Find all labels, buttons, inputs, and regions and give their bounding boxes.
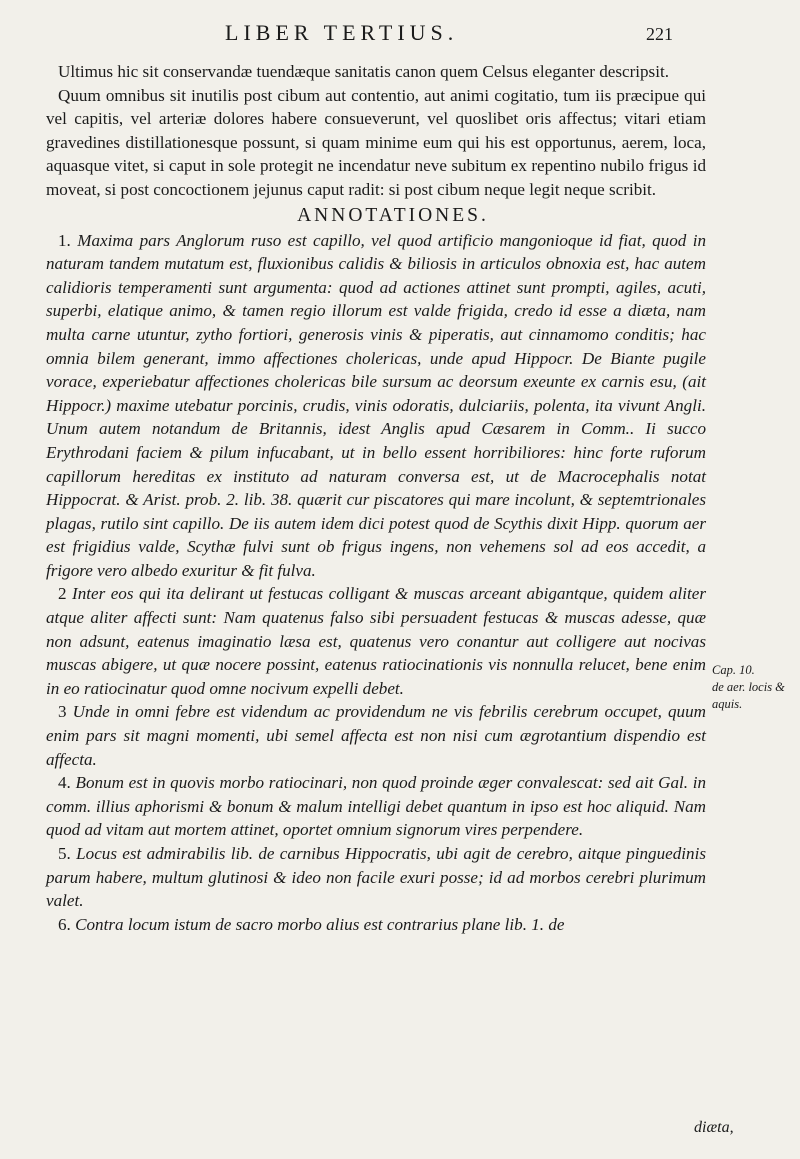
annotation-4 [46,771,706,842]
margin-note-line: Cap. 10. [712,663,755,677]
annotation-6 [46,913,706,937]
annotation-2 [46,582,706,700]
annotation-text: Inter eos qui ita delirant ut festucas colligant & muscas arceant abigantque, quidem aliter atque aliter affecti sunt: Nam quatenus falso sibi persuadent festucas & muscas adesse, quæ non adsunt, eatenus imaginatio læsa est, quatenus vero conantur aut colligere aut nocivas muscas abigere, ut quæ nocere possint, eatenus ratiocinationis vis nonnulla relucet, bene enim in eo ratiocinatur quod omne nocivum expelli debet. [46,584,706,698]
annotation-number: 4. [58,773,71,793]
annotations-list [46,229,706,937]
page-header [0,20,800,50]
page-body [46,60,706,936]
annotation-text: Bonum est in quovis morbo ratiocinari, non quod proinde æger convalescat: sed ait Gal. in comm. illius aphorismi & bonum & malum intelligi debet quantum in ipso est hoc aliquid. Nam quod ad vitam aut mortem attinet, oportet omnium signorum vires perpendere. [46,773,706,840]
annotation-text: Unde in omni febre est videndum ac providendum ne vis febrilis cerebrum occupet, quum enim pars sit magni momenti, ubi semel affecta est non nisi cum ægrotantium dispendio est affecta. [46,702,706,769]
annotation-number: 1. [58,230,71,250]
catchword: diæta, [694,1119,734,1136]
page-number: 221 [646,24,673,44]
annotation-text: Maxima pars Anglorum ruso est capillo, vel quod artificio mangonioque id fiat, quod in naturam tandem mutatum est, fluxionibus calidis & biliosis in articulos obnoxia est, hac autem calidioris temperamenti sunt argumenta: quod ad actiones attinet sunt prompti, agiles, acuti, superbi, elatique animo, & tamen regio illorum est valde frigida, credo id esse a diæta, nam multa carne utuntur, zytho fortiori, generosis vinis & piperatis, aut cinnamomo conditis; hac omnia bilem generant, immo affectiones cholericas, unde apud Hippocr. De Biante pugile vorace, experiebatur affectiones cholericas bile sursum ac deorsum exeunte ex carnis esu, (ait Hippocr.) maxime utebatur porcinis, crudis, vinis odoratis, dulciariis, polenta, ita vivunt Angli. Unum autem notandum de Britannis, idest Anglis apud Cæsarem in Comm.. Ii succo Erythrodani faciem & pilum infucabant, ut in bello essent horribiliores: hinc forte ruforum capillorum hereditas ex instituto ad naturam conversa est, ut de Macrocephalis notat Hippocrat. & Arist. prob. 2. lib. 38. quærit cur piscatores qui mare incolunt, & septemtrionales plagas, rutilo sint capillo. De iis autem idem dici potest quod de Scythis dixit Hipp. quorum aer est frigidius valde, Scythæ fulvi sunt ob frigus ingens, non vehemens sol ad eos accedit, a frigore vero albedo exuritur & fit fulva. [46,230,706,580]
annotation-number: 3 [58,702,67,722]
annotation-3 [46,700,706,771]
paragraph-sanitatis-canon: Ultimus hic sit conservandæ tuendæque sanitatis canon quem Celsus eleganter descripsit. [58,62,669,81]
annotation-number: 6. [58,914,71,934]
annotation-number: 2 [58,584,67,604]
annotation-1 [46,229,706,583]
annotation-number: 5. [58,844,71,863]
running-head: LIBER TERTIUS. [225,20,459,45]
paragraph-celsus-quote: Quum omnibus sit inutilis post cibum aut contentio, aut animi cogitatio, tum iis præcipue qui vel capitis, vel arteriæ dolores habere consueverunt, vel quoslibet oris affectus; vitari etiam gravedines distillationesque possunt, si quam minime eum qui his est opportunus, aerem, loca, aquasque vitet, si caput in sole protegit ne incendatur neve subitum ex repentino nubilo frigus id moveat, si post concoctionem jejunus caput radit: si post cibum neque legit neque scribit. [46,85,706,199]
annotation-text: Locus est admirabilis lib. de carnibus Hippocratis, ubi agit de cerebro, aitque pinguedinis parum habere, multum glutinosi & ideo non facile exuri posse; id ad morbos cerebri plurimum valet. [46,844,706,911]
annotation-5 [46,842,706,913]
annotations-heading: ANNOTATIONES. [297,204,489,226]
margin-note [712,662,792,713]
margin-note-line: aquis. [712,697,743,711]
margin-note-line: de aer. locis & [712,680,785,694]
annotation-text: Contra locum istum de sacro morbo alius est contrarius plane lib. 1. de [75,914,565,934]
